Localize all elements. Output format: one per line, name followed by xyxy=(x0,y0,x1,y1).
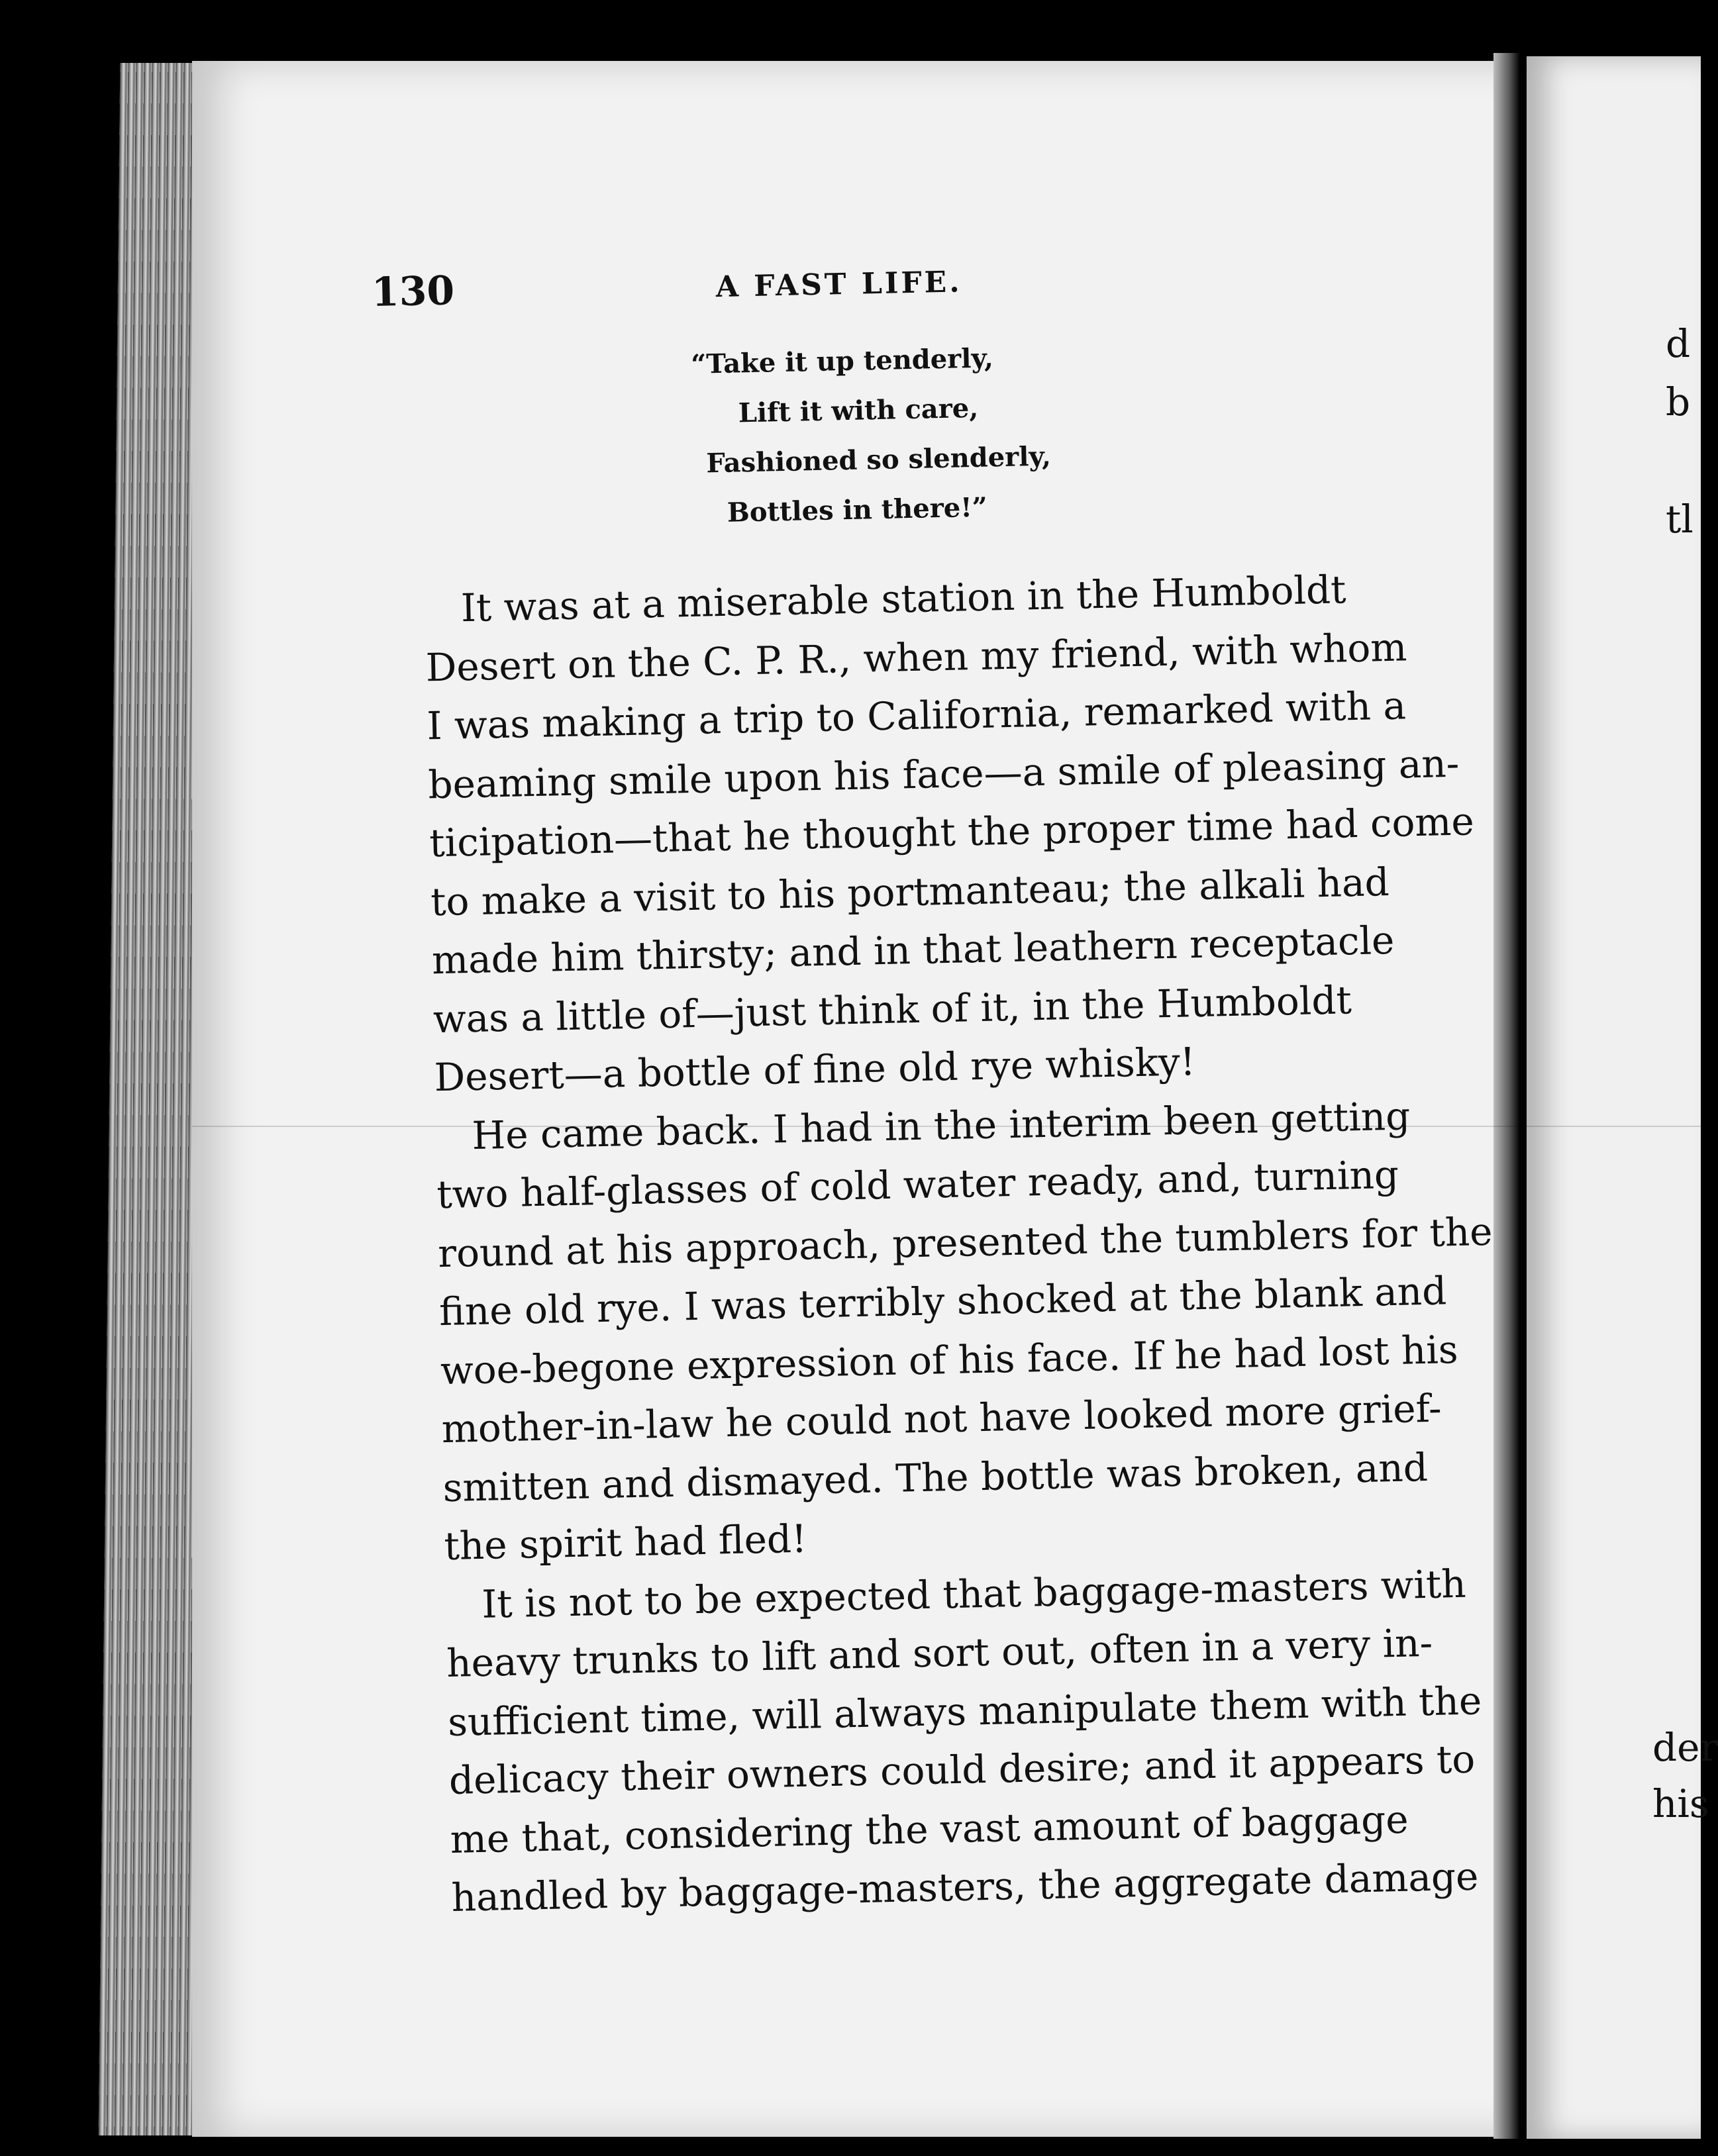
text-line: mother-in-law he could not have looked more grief- xyxy=(441,1385,1442,1452)
text-line: It is not to be expected that baggage-masters with xyxy=(481,1561,1467,1627)
scan-crease xyxy=(192,1126,1701,1127)
right-page-edge xyxy=(1527,56,1718,2139)
text-line: me that, considering the vast amount of baggage xyxy=(450,1796,1409,1862)
text-line: woe-begone expression of his face. If he had lost his xyxy=(440,1326,1459,1393)
text-line: Desert on the C. P. R., when my friend, with whom xyxy=(425,624,1407,690)
paragraph-2 xyxy=(395,1088,1493,1577)
text-line: sufficient time, will always manipulate them with the xyxy=(447,1677,1482,1745)
verse-line: “Take it up tenderly, xyxy=(690,342,994,380)
page-number: 130 xyxy=(371,268,455,316)
verse-line: Lift it with care, xyxy=(738,392,979,429)
verse-line: Bottles in there!” xyxy=(727,491,988,528)
text-line: to make a visit to his portmanteau; the alkali had xyxy=(430,859,1390,924)
right-page-fragment: d xyxy=(1666,321,1691,366)
text-line: two half-glasses of cold water ready, and, turning xyxy=(436,1152,1399,1218)
paragraph-3 xyxy=(405,1557,1482,1928)
paragraph-1 xyxy=(384,561,1475,1108)
page-content xyxy=(175,47,1536,2150)
text-line: handled by baggage-masters, the aggregate damage xyxy=(450,1853,1480,1920)
left-page xyxy=(192,61,1510,2137)
text-line: heavy trunks to lift and sort out, often in a very in- xyxy=(446,1620,1433,1687)
text-line: It was at a miserable station in the Humboldt xyxy=(460,567,1347,631)
text-line: Desert—a bottle of fine old rye whisky! xyxy=(434,1039,1196,1101)
text-line: the spirit had fled! xyxy=(443,1516,807,1569)
verse-line: Fashioned so slenderly, xyxy=(705,440,1052,479)
text-line: made him thirsty; and in that leathern receptacle xyxy=(431,917,1395,983)
book-gutter xyxy=(1493,53,1520,2139)
right-page-fragment: his xyxy=(1652,1781,1709,1826)
text-line: round at his approach, presented the tumblers for the xyxy=(437,1208,1493,1276)
page-header xyxy=(371,249,1364,316)
epigraph-verse xyxy=(181,332,1499,528)
text-line: was a little of—just think of it, in the Humboldt xyxy=(432,977,1352,1042)
text-line: He came back. I had in the interim been getting xyxy=(471,1093,1411,1158)
text-line: I was making a trip to California, remarked with a xyxy=(426,683,1407,749)
text-line: beaming smile upon his face—a smile of pleasing an- xyxy=(427,740,1460,807)
right-page-fragment: der xyxy=(1652,1725,1718,1770)
running-title: A FAST LIFE. xyxy=(715,265,963,305)
body-text xyxy=(384,561,1493,1928)
right-page-fragment: b xyxy=(1666,379,1691,424)
right-page-fragment: tl xyxy=(1666,497,1693,542)
text-line: fine old rye. I was terribly shocked at the blank and xyxy=(438,1268,1447,1335)
text-line: ticipation—that he thought the proper time had come xyxy=(429,799,1475,866)
text-line: smitten and dismayed. The bottle was broken, and xyxy=(442,1444,1429,1510)
text-line: delicacy their owners could desire; and it appears to xyxy=(448,1736,1476,1803)
